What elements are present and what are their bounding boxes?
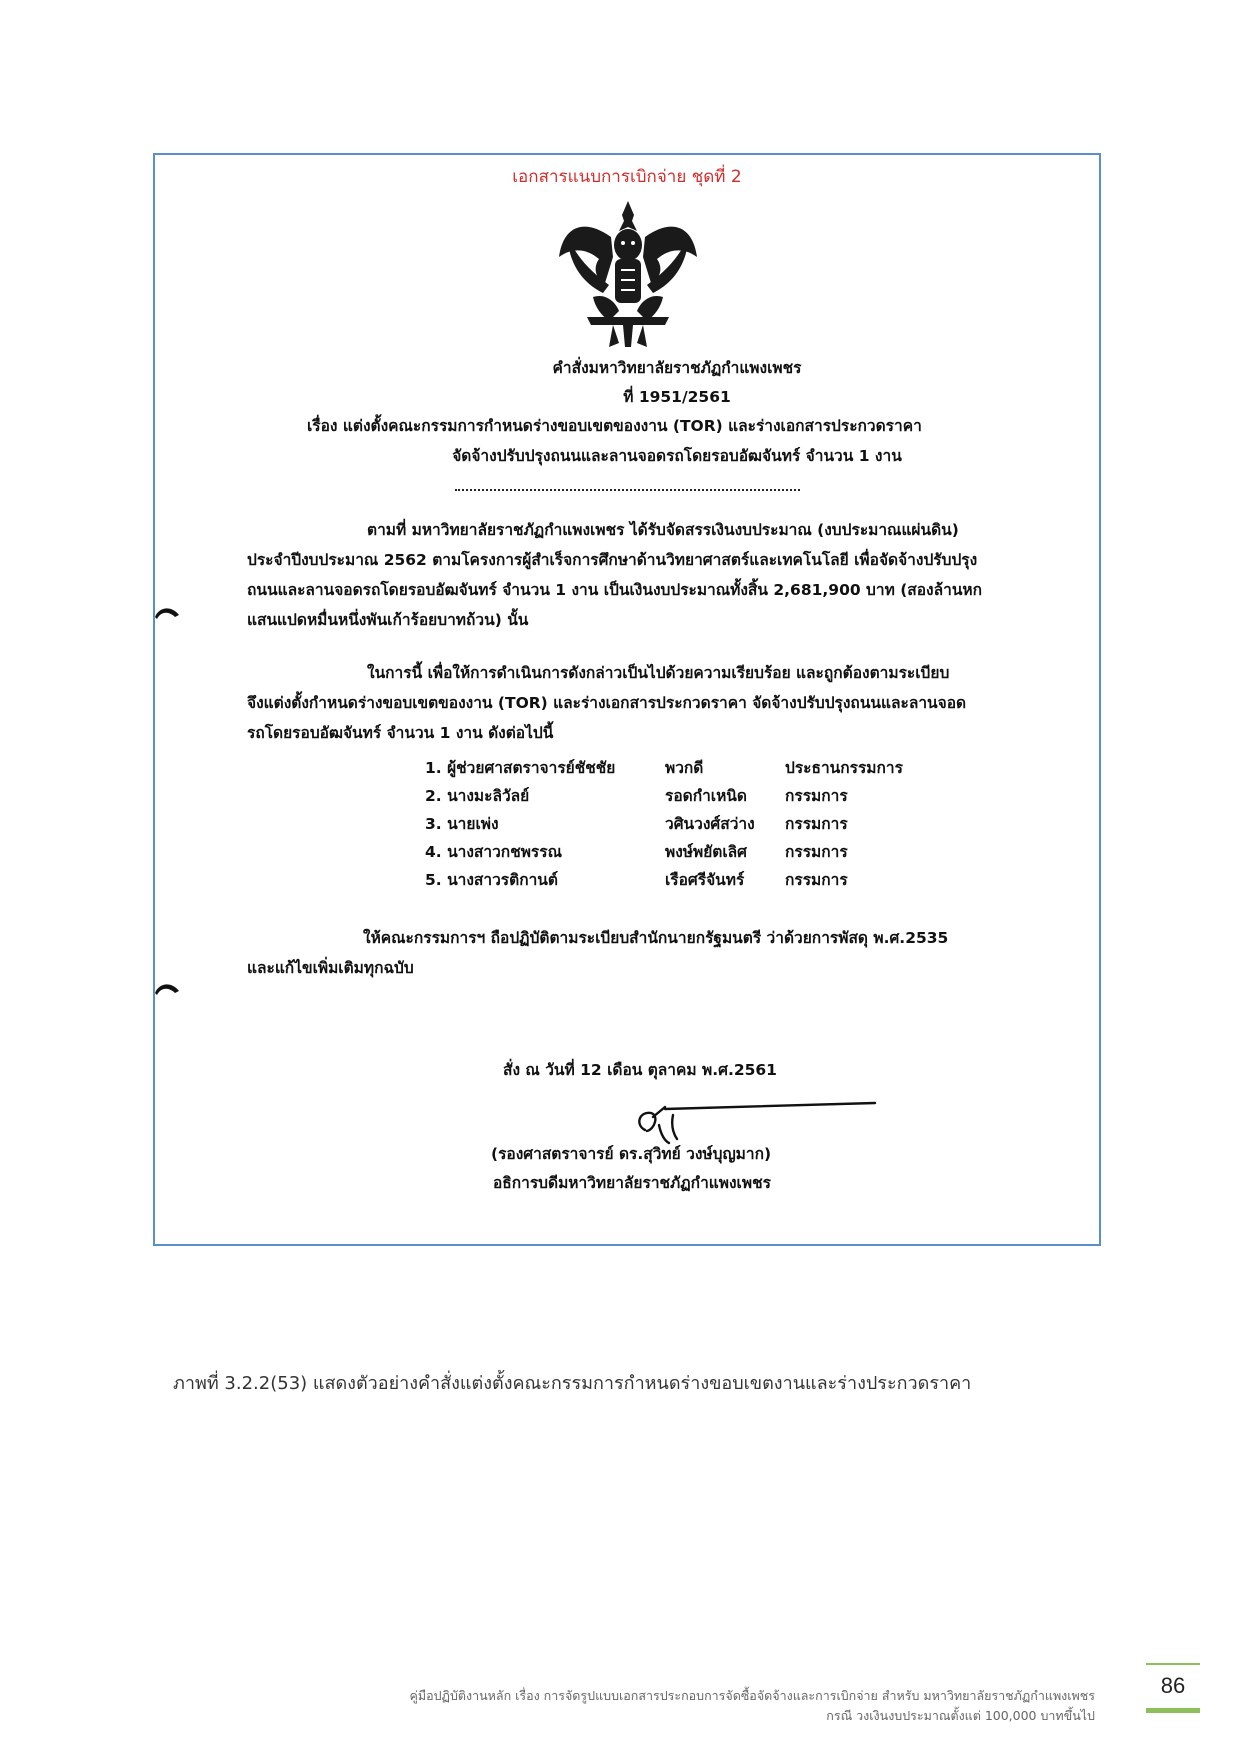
paragraph1-line: ตามที่ มหาวิทยาลัยราชภัฏกำแพงเพชร ได้รับจัดสรรเงินงบประมาณ (งบประมาณแผ่นดิน) xyxy=(367,521,959,539)
member-name: 1. ผู้ช่วยศาสตราจารย์ชัชชัย xyxy=(425,759,616,777)
page-number-top-bar xyxy=(1146,1663,1200,1665)
paragraph3-line: ให้คณะกรรมการฯ ถือปฏิบัติตามระเบียบสำนักนายกรัฐมนตรี ว่าด้วยการพัสดุ พ.ศ.2535 xyxy=(363,929,949,947)
member-role: กรรมการ xyxy=(785,787,848,805)
signer-title: อธิการบดีมหาวิทยาลัยราชภัฏกำแพงเพชร xyxy=(493,1174,771,1192)
page-number-box xyxy=(1146,1663,1200,1713)
member-role: ประธานกรรมการ xyxy=(785,759,903,777)
paragraph1-line: แสนแปดหมื่นหนึ่งพันเก้าร้อยบาทถ้วน) นั้น xyxy=(247,611,529,629)
page-number-bottom-bar xyxy=(1146,1708,1200,1713)
paragraph1-line: ประจำปีงบประมาณ 2562 ตามโครงการผู้สำเร็จการศึกษาด้านวิทยาศาสตร์และเทคโนโลยี เพื่อจัดจ้างปรับปรุง xyxy=(247,551,978,569)
order-date: สั่ง ณ วันที่ 12 เดือน ตุลาคม พ.ศ.2561 xyxy=(503,1061,777,1079)
member-surname: พงษ์พยัตเลิศ xyxy=(665,843,748,861)
attachment-label: เอกสารแนบการเบิกจ่าย ชุดที่ 2 xyxy=(512,167,742,187)
footer-line-1: คู่มือปฏิบัติงานหลัก เรื่อง การจัดรูปแบบเอกสารประกอบการจัดซื้อจัดจ้างและการเบิกจ่าย สำหรับ มหาวิทยาลัยราชภัฏกำแพงเพชร xyxy=(409,1688,1095,1703)
page-number: 86 xyxy=(1160,1673,1186,1698)
signer-name: (รองศาสตราจารย์ ดร.สุวิทย์ วงษ์บุญมาก) xyxy=(491,1145,772,1163)
punch-hole-mark xyxy=(155,605,179,619)
member-role: กรรมการ xyxy=(785,815,848,833)
page-footer xyxy=(410,1686,1095,1726)
scanned-order-document xyxy=(155,155,1099,1244)
separator-dots xyxy=(455,489,800,491)
order-subject-line-2: จัดจ้างปรับปรุงถนนและลานจอดรถโดยรอบอัฒจันทร์ จำนวน 1 งาน xyxy=(452,447,902,465)
member-name: 3. นายเพ่ง xyxy=(425,815,499,833)
paragraph2-line: ในการนี้ เพื่อให้การดำเนินการดังกล่าวเป็นไปด้วยความเรียบร้อย และถูกต้องตามระเบียบ xyxy=(367,664,950,682)
member-role: กรรมการ xyxy=(785,843,848,861)
member-surname: เรือศรีจันทร์ xyxy=(665,871,745,889)
member-name: 4. นางสาวกชพรรณ xyxy=(425,843,562,861)
punch-hole-mark xyxy=(155,981,179,995)
member-name: 2. นางมะลิวัลย์ xyxy=(425,787,530,805)
paragraph2-line: จึงแต่งตั้งกำหนดร่างขอบเขตของงาน (TOR) และร่างเอกสารประกวดราคา จัดจ้างปรับปรุงถนนและลานจอด xyxy=(247,694,967,712)
member-role: กรรมการ xyxy=(785,871,848,889)
order-number: ที่ 1951/2561 xyxy=(623,388,731,406)
paragraph2-line: รถโดยรอบอัฒจันทร์ จำนวน 1 งาน ดังต่อไปนี้ xyxy=(247,724,554,742)
member-surname: พวกดี xyxy=(665,759,704,777)
order-subject-line-1: เรื่อง แต่งตั้งคณะกรรมการกำหนดร่างขอบเขตของงาน (TOR) และร่างเอกสารประกวดราคา xyxy=(307,417,922,435)
member-name: 5. นางสาวรติกานต์ xyxy=(425,871,558,889)
paragraph3-line: และแก้ไขเพิ่มเติมทุกฉบับ xyxy=(247,959,414,977)
member-surname: วศินวงศ์สว่าง xyxy=(665,815,755,833)
member-surname: รอดกำเหนิด xyxy=(665,787,747,805)
document-image-frame xyxy=(153,153,1101,1246)
paragraph1-line: ถนนและลานจอดรถโดยรอบอัฒจันทร์ จำนวน 1 งาน เป็นเงินงบประมาณทั้งสิ้น 2,681,900 บาท (สองล้านหก xyxy=(247,581,983,599)
order-title: คำสั่งมหาวิทยาลัยราชภัฏกำแพงเพชร xyxy=(552,359,802,377)
footer-line-2: กรณี วงเงินงบประมาณตั้งแต่ 100,000 บาทขึ้นไป xyxy=(826,1708,1095,1723)
figure-caption: ภาพที่ 3.2.2(53) แสดงตัวอย่างคำสั่งแต่งตั้งคณะกรรมการกำหนดร่างขอบเขตงานและร่างประกวดราคา xyxy=(173,1373,972,1394)
